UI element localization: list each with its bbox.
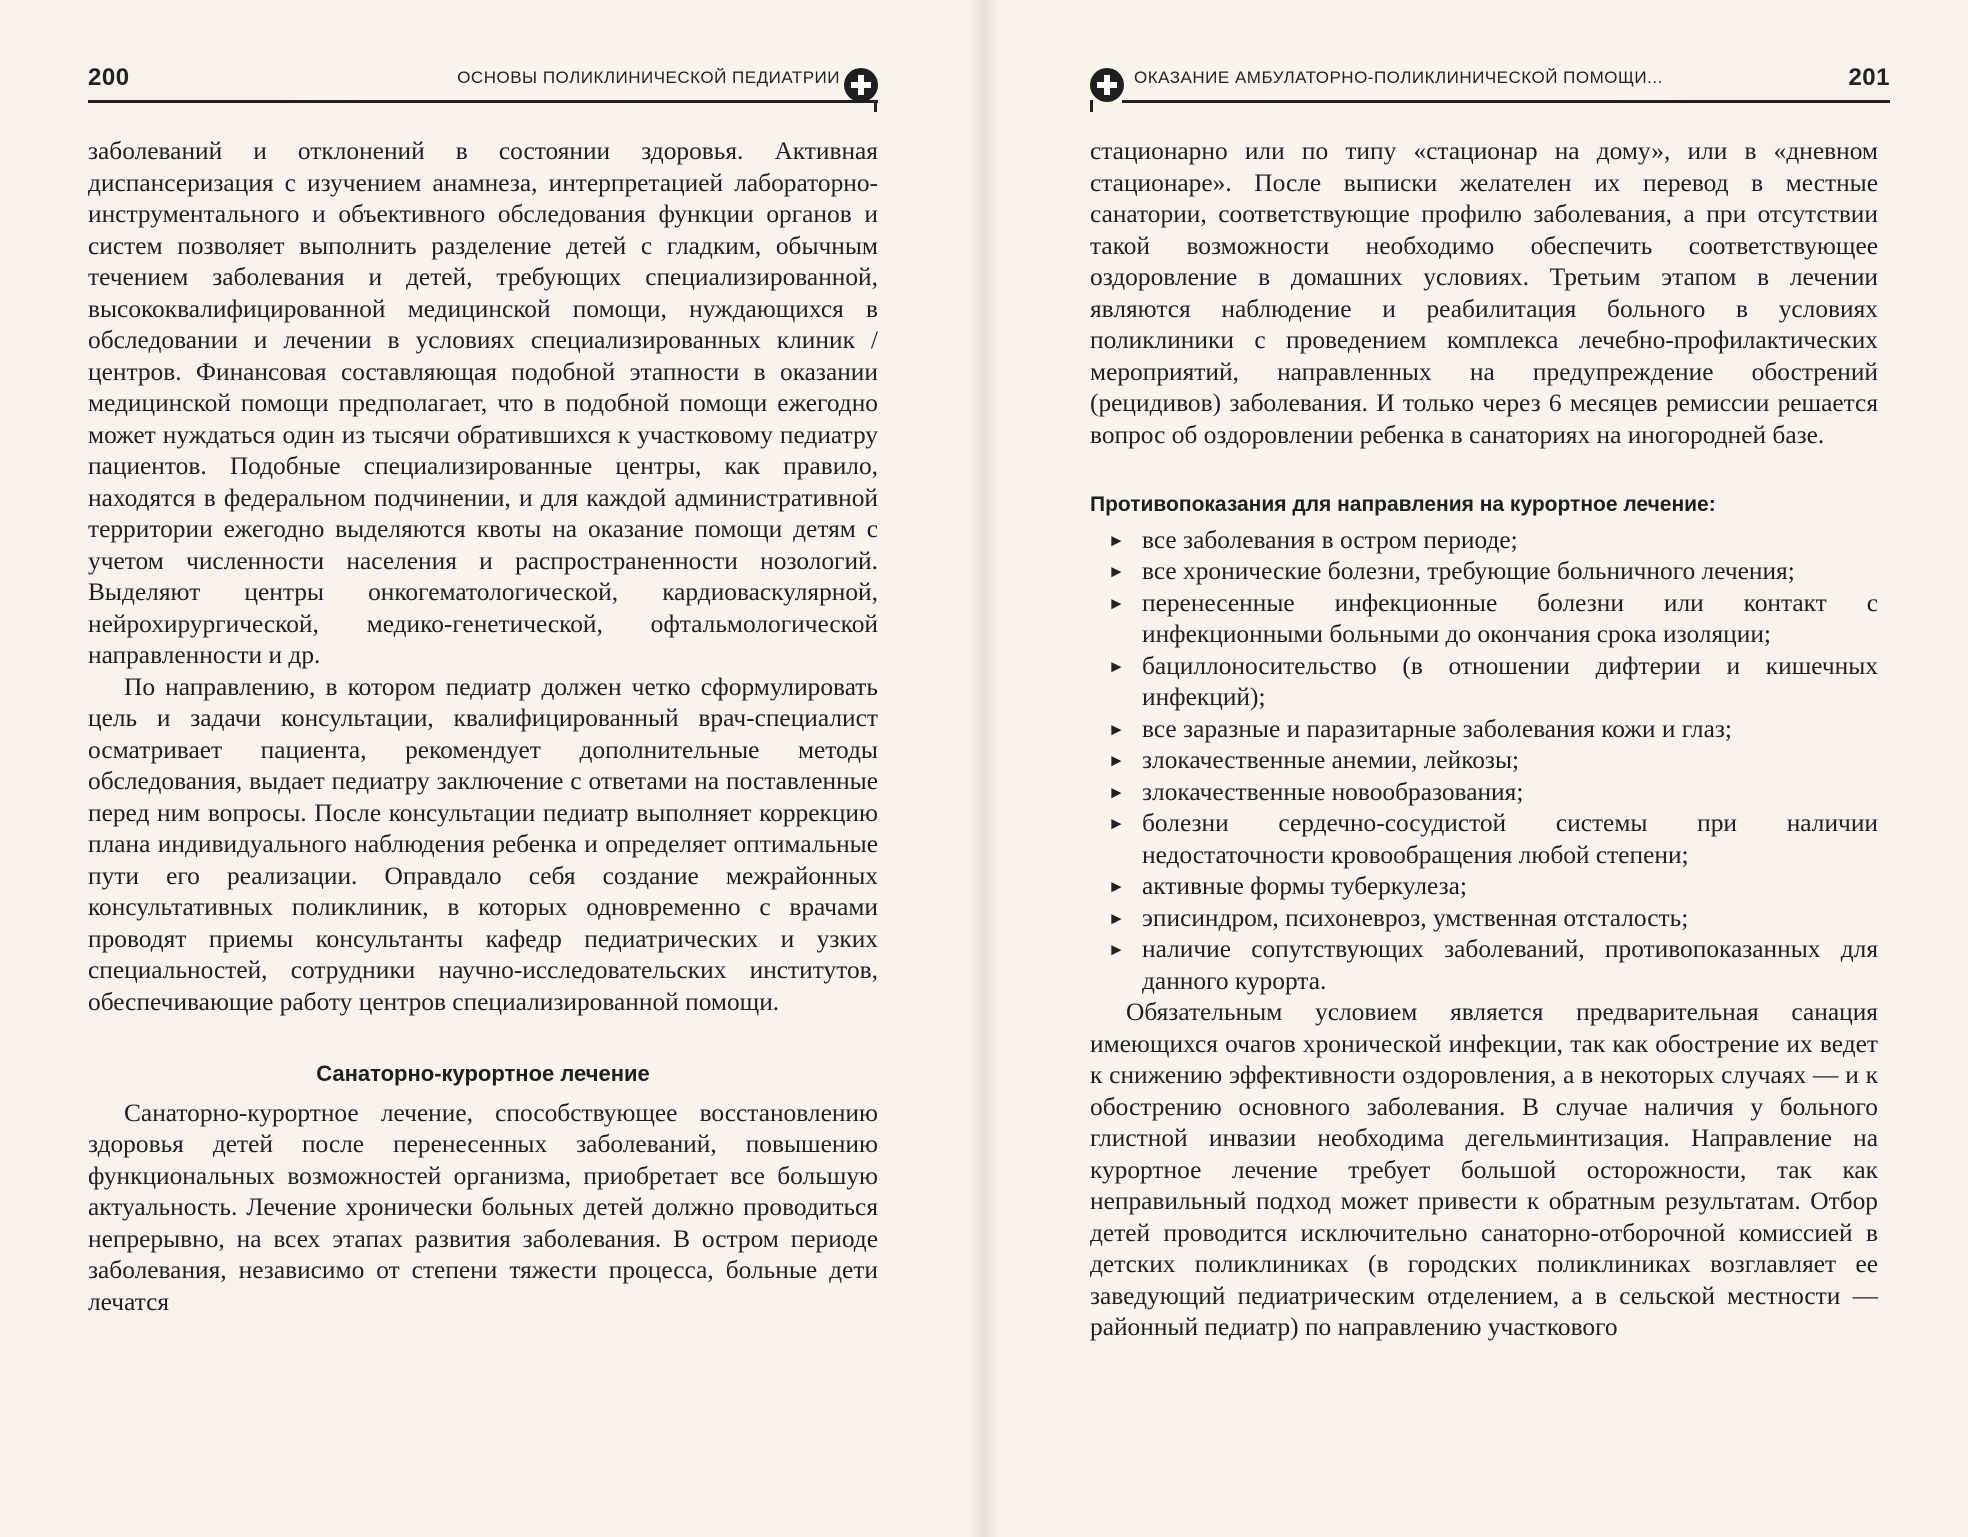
bullet-arrow-icon: ►: [1108, 719, 1125, 739]
list-item-text: перенесенные инфекционные болезни или контакт с инфекционными больными до окончания срока изоляции;: [1142, 588, 1878, 648]
list-item-text: все хронические болезни, требующие больничного лечения;: [1142, 557, 1795, 585]
list-item: [1108, 808, 1878, 871]
list-item: [1108, 903, 1878, 935]
paragraph: Обязательным условием является предварительная санация имеющихся очагов хронической инфекции, так как обострение их ведет к снижению эффективности оздоровления, а в некоторых случаях — и к обострению основного заболевания. В случае наличия у больного глистной инвазии необходима дегельминтизация. Направление на курортное лечение требует большой осторожности, так как неправильный подход может привести к обратным результатам. Отбор детей проводится исключительно санаторно-отборочной комиссией в детских поликлиниках (в городских поликлиниках возглавляет ее заведующий педиатрическим отделением, а в сельской местности — районный педиатр) по направлению участкового: [1090, 998, 1878, 1341]
list-item: [1108, 934, 1878, 997]
list-item-text: все заболевания в остром периоде;: [1142, 525, 1518, 554]
paragraph: По направлению, в котором педиатр должен четко сформулировать цель и задачи консультации, квалифицированный врач-специалист осматривает пациента, рекомендует дополнительные методы обследования, выдает педиатру заключение с ответами на поставленные перед ним вопросы. После консультации педиатр выполняет коррекцию плана индивидуального наблюдения ребенка и определяет оптимальные пути его реализации. Оправдало себя создание межрайонных консультативных поликлиник, в которых одновременно с врачами проводят приемы консультанты кафедр педиатрических и узких специальностей, сотрудники научно-исследовательских институтов, обеспечивающие работу центров специализированной помощи.: [88, 672, 878, 1016]
list-item: [1108, 714, 1878, 746]
header-rule: [1122, 100, 1890, 103]
list-item: [1108, 588, 1878, 651]
header-rule-tick: [1090, 100, 1093, 112]
left-page: [88, 0, 988, 1537]
list-item: [1108, 556, 1878, 588]
sub-heading: Противопоказания для направления на курортное лечение:: [1090, 493, 1716, 516]
bullet-arrow-icon: ►: [1108, 782, 1125, 802]
right-page: [1090, 0, 1968, 1537]
section-heading: Санаторно-курортное лечение: [316, 1061, 650, 1086]
paragraph: стационарно или по типу «стационар на дому», или в «дневном стационаре». После выписки желателен их перевод в местные санатории, соответствующие профилю заболевания, а при отсутствии такой возможности необходимо обеспечить соответствующее оздоровление в домашних условиях. Третьим этапом в лечении являются наблюдение и реабилитация больного в условиях поликлиники с проведением комплекса лечебно-профилактических мероприятий, направленных на предупреждение обострений (рецидивов) заболевания. И только через 6 месяцев ремиссии решается вопрос об оздоровлении ребенка в санаториях на иногородней базе.: [1090, 137, 1878, 449]
running-head-right: [1090, 60, 1890, 112]
list-item-text: все заразные и паразитарные заболевания кожи и глаз;: [1142, 714, 1732, 743]
list-item-text: бациллоносительство (в отношении дифтерии и кишечных инфекций);: [1142, 651, 1878, 711]
running-title: ОСНОВЫ ПОЛИКЛИНИЧЕСКОЙ ПЕДИАТРИИ: [457, 68, 840, 87]
plus-icon: [844, 68, 878, 102]
bullet-arrow-icon: ►: [1108, 814, 1125, 833]
contraindications-list: [1090, 525, 1878, 998]
list-item-text: активные формы туберкулеза;: [1142, 872, 1467, 900]
bullet-arrow-icon: ►: [1108, 656, 1125, 676]
bullet-arrow-icon: ►: [1108, 877, 1125, 896]
plus-icon: [1090, 68, 1124, 102]
running-head-left: [88, 60, 888, 112]
bullet-arrow-icon: ►: [1108, 940, 1125, 959]
paragraph: Санаторно-курортное лечение, способствующее восстановлению здоровья детей после перенесенных заболеваний, повышению функциональных возможностей организма, приобретает все большую актуальность. Лечение хронически больных детей должно проводиться непрерывно, на всех этапах развития заболевания. В остром периоде заболевания, независимо от степени тяжести процесса, больные дети лечатся: [88, 1098, 878, 1316]
bullet-arrow-icon: ►: [1108, 593, 1125, 613]
list-item: [1108, 777, 1878, 809]
header-rule: [88, 100, 878, 103]
list-item: [1108, 651, 1878, 714]
bullet-arrow-icon: ►: [1108, 530, 1125, 550]
page-number: 201: [1848, 64, 1890, 91]
list-item: [1108, 525, 1878, 557]
list-item-text: злокачественные новообразования;: [1142, 777, 1524, 806]
bullet-arrow-icon: ►: [1108, 562, 1125, 581]
right-body-text: [1090, 136, 1878, 1344]
bullet-arrow-icon: ►: [1108, 751, 1125, 770]
list-item-text: наличие сопутствующих заболеваний, противопоказанных для данного курорта.: [1142, 935, 1878, 995]
page-number: 200: [88, 64, 130, 91]
list-item: [1108, 745, 1878, 777]
list-item-text: злокачественные анемии, лейкозы;: [1142, 746, 1520, 774]
paragraph: заболеваний и отклонений в состоянии здоровья. Активная диспансеризация с изучением анамнеза, интерпретацией лабораторно-инструментального и объективного обследования функции органов и систем позволяет выполнить разделение детей с гладким, обычным течением заболевания и детей, требующих специализированной, высококвалифицированной медицинской помощи, нуждающихся в обследовании и лечении в условиях специализированных клиник / центров. Финансовая составляющая подобной этапности в оказании медицинской помощи предполагает, что в подобной помощи ежегодно может нуждаться один из тысячи обратившихся к участковому педиатру пациентов. Подобные специализированные центры, как правило, находятся в федеральном подчинении, и для каждой административной территории ежегодно выделяются квоты на оказание помощи детям с учетом численности населения и распространенности нозологий. Выделяют центры онкогематологической, кардиоваскулярной, нейрохирургической, медико-генетической, офтальмологической направленности и др.: [88, 137, 878, 669]
list-item-text: эписиндром, психоневроз, умственная отсталость;: [1142, 903, 1689, 932]
left-body-text: [88, 136, 878, 1318]
bullet-arrow-icon: ►: [1108, 908, 1125, 928]
list-item-text: болезни сердечно-сосудистой системы при наличии недостаточности кровообращения любой степени;: [1142, 809, 1878, 869]
running-title: ОКАЗАНИЕ АМБУЛАТОРНО-ПОЛИКЛИНИЧЕСКОЙ ПОМОЩИ...: [1134, 68, 1663, 87]
list-item: [1108, 871, 1878, 903]
